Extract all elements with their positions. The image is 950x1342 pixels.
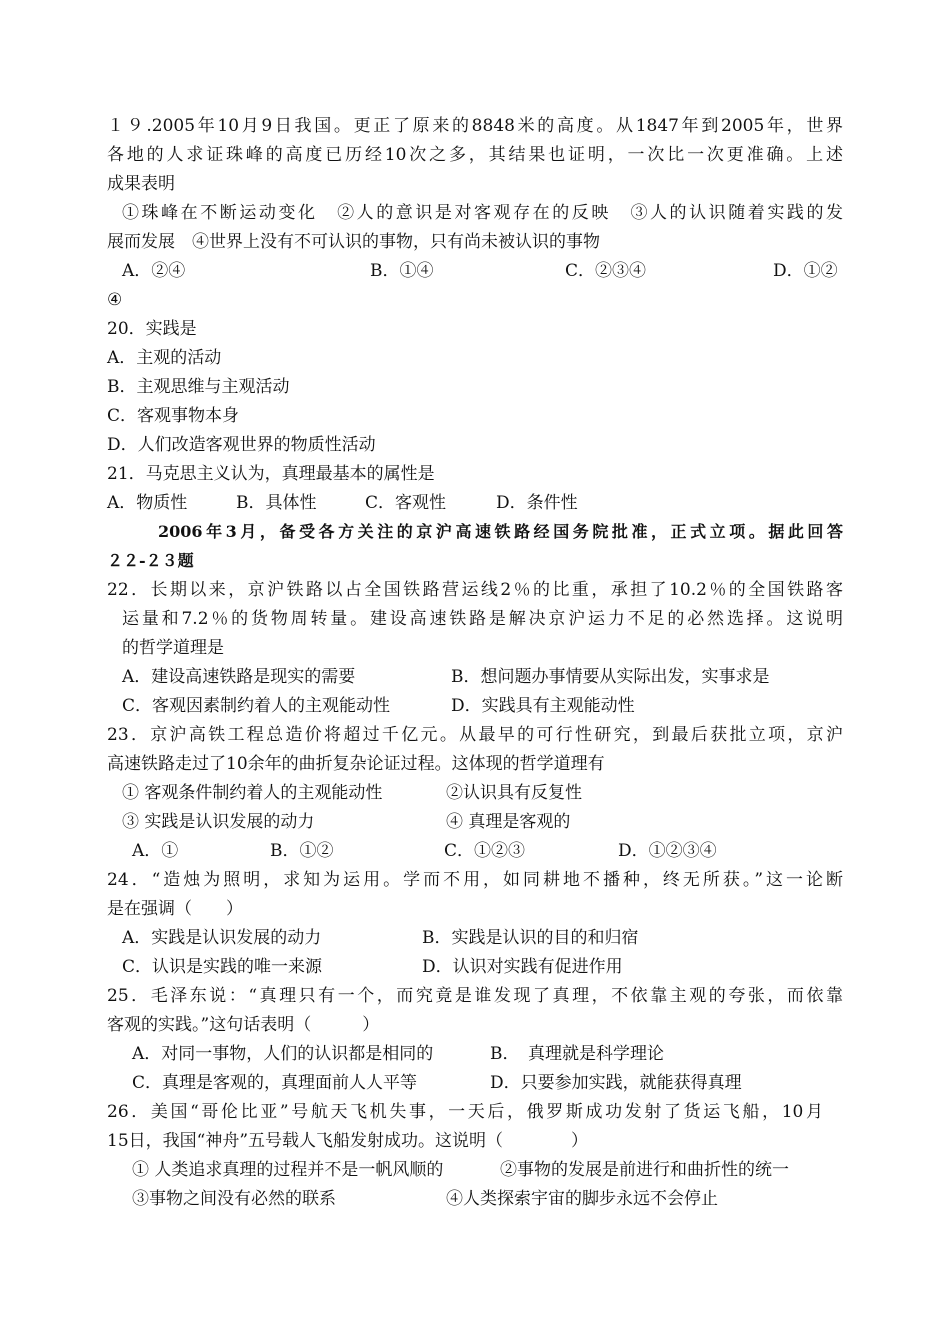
- q23-statement-3: ③ 实践是认识发展的动力: [122, 812, 315, 832]
- intro-line-2: ２２-２３题: [107, 551, 194, 570]
- q20-option-a: A．主观的活动: [107, 348, 222, 368]
- q23-option-d: D．①②③④: [618, 841, 717, 861]
- q26-statement-4: ④人类探索宇宙的脚步永远不会停止: [446, 1189, 718, 1209]
- q23-statements-row-1: [0, 782, 950, 806]
- q26-stem-line-1: 26．美国“哥伦比亚”号航天飞机失事，一天后，俄罗斯成功发射了货运飞船，10月: [107, 1102, 823, 1122]
- q19-option-a: A．②④: [122, 261, 186, 281]
- q23-statement-1: ① 客观条件制约着人的主观能动性: [122, 783, 383, 803]
- q22-stem-line-1: 22．长期以来，京沪铁路以占全国铁路营运线2％的比重，承担了10.2％的全国铁路客: [107, 580, 843, 600]
- q19-statement-line-2: 展而发展 ④世界上没有不可认识的事物，只有尚未被认识的事物: [107, 232, 600, 252]
- q24-option-c: C．认识是实践的唯一来源: [122, 957, 323, 977]
- q20-option-c: C．客观事物本身: [107, 406, 240, 426]
- q24-stem-line-1: 24．“造烛为照明，求知为运用。学而不用，如同耕地不播种，终无所获。”这一论断: [107, 870, 843, 890]
- q21-option-c: C．客观性: [365, 493, 447, 513]
- q23-stem-line-2: 高速铁路走过了10余年的曲折复杂论证过程。这体现的哲学道理有: [107, 754, 605, 774]
- q24-stem-line-2: 是在强调（ ）: [107, 899, 243, 919]
- q24-options-row-1: [0, 927, 950, 951]
- q22-options-row-1: [0, 666, 950, 690]
- q25-options-row-2: [0, 1072, 950, 1096]
- q25-option-c: C．真理是客观的，真理面前人人平等: [132, 1073, 418, 1093]
- q21-option-a: A．物质性: [107, 493, 188, 513]
- q21-stem: 21．马克思主义认为，真理最基本的属性是: [107, 464, 435, 484]
- q24-option-a: A．实践是认识发展的动力: [122, 928, 322, 948]
- q19-stem-line-3: 成果表明: [107, 174, 175, 194]
- q23-option-a: A．①: [132, 841, 179, 861]
- q23-option-b: B．①②: [270, 841, 334, 861]
- q26-statements-row-1: [0, 1159, 950, 1183]
- q23-option-c: C．①②③: [444, 841, 526, 861]
- q26-statement-2: ②事物的发展是前进行和曲折性的统一: [500, 1160, 789, 1180]
- q23-stem-line-1: 23．京沪高铁工程总造价将超过千亿元。从最早的可行性研究，到最后获批立项，京沪: [107, 725, 843, 745]
- q24-option-b: B．实践是认识的目的和归宿: [422, 928, 639, 948]
- q23-statement-2: ②认识具有反复性: [446, 783, 582, 803]
- q25-stem-line-2: 客观的实践。”这句话表明（ ）: [107, 1015, 380, 1035]
- q19-options: [0, 260, 950, 284]
- q20-option-d: D．人们改造客观世界的物质性活动: [107, 435, 376, 455]
- q20-option-b: B．主观思维与主观活动: [107, 377, 290, 397]
- q25-option-a: A．对同一事物，人们的认识都是相同的: [132, 1044, 434, 1064]
- q21-options: [0, 492, 950, 516]
- q23-options: [0, 840, 950, 864]
- q22-option-b: B．想问题办事情要从实际出发，实事求是: [451, 667, 770, 687]
- q22-options-row-2: [0, 695, 950, 719]
- q22-option-a: A．建设高速铁路是现实的需要: [122, 667, 356, 687]
- intro-line-1: 2006年3月，备受各方关注的京沪高速铁路经国务院批准，正式立项。据此回答: [158, 522, 843, 541]
- q21-option-d: D．条件性: [496, 493, 578, 513]
- q26-statements-row-2: [0, 1188, 950, 1212]
- q25-option-d: D．只要参加实践，就能获得真理: [490, 1073, 742, 1093]
- q19-option-b: B．①④: [370, 261, 434, 281]
- q19-stem-line-1: １９.2005年10月9日我国。更正了原来的8848米的高度。从1847年到2005年，世界: [107, 116, 843, 136]
- q25-stem-line-1: 25．毛泽东说：“真理只有一个，而究竟是谁发现了真理，不依靠主观的夸张，而依靠: [107, 986, 843, 1006]
- q24-options-row-2: [0, 956, 950, 980]
- q19-option-d-wrap: ④: [107, 290, 123, 310]
- q22-option-d: D．实践具有主观能动性: [451, 696, 635, 716]
- q25-option-b: B． 真理就是科学理论: [490, 1044, 664, 1064]
- q23-statement-4: ④ 真理是客观的: [446, 812, 571, 832]
- q25-options-row-1: [0, 1043, 950, 1067]
- q22-stem-line-3: 的哲学道理是: [122, 638, 224, 658]
- q19-option-d: D．①②: [773, 261, 838, 281]
- q22-option-c: C．客观因素制约着人的主观能动性: [122, 696, 391, 716]
- q19-stem-line-2: 各地的人求证珠峰的高度已历经10次之多，其结果也证明，一次比一次更准确。上述: [107, 145, 843, 165]
- q22-stem-line-2: 运量和7.2％的货物周转量。建设高速铁路是解决京沪运力不足的必然选择。这说明: [122, 609, 843, 629]
- q19-option-c: C．②③④: [565, 261, 647, 281]
- q21-option-b: B．具体性: [236, 493, 317, 513]
- q26-statement-1: ① 人类追求真理的过程并不是一帆风顺的: [132, 1160, 444, 1180]
- q19-statement-line-1: ①珠峰在不断运动变化 ②人的意识是对客观存在的反映 ③人的认识随着实践的发: [122, 203, 843, 223]
- q23-statements-row-2: [0, 811, 950, 835]
- q20-stem: 20．实践是: [107, 319, 197, 339]
- q24-option-d: D．认识对实践有促进作用: [422, 957, 623, 977]
- q26-statement-3: ③事物之间没有必然的联系: [132, 1189, 336, 1209]
- q26-stem-line-2: 15日，我国“神舟”五号载人飞船发射成功。这说明（ ）: [107, 1131, 589, 1151]
